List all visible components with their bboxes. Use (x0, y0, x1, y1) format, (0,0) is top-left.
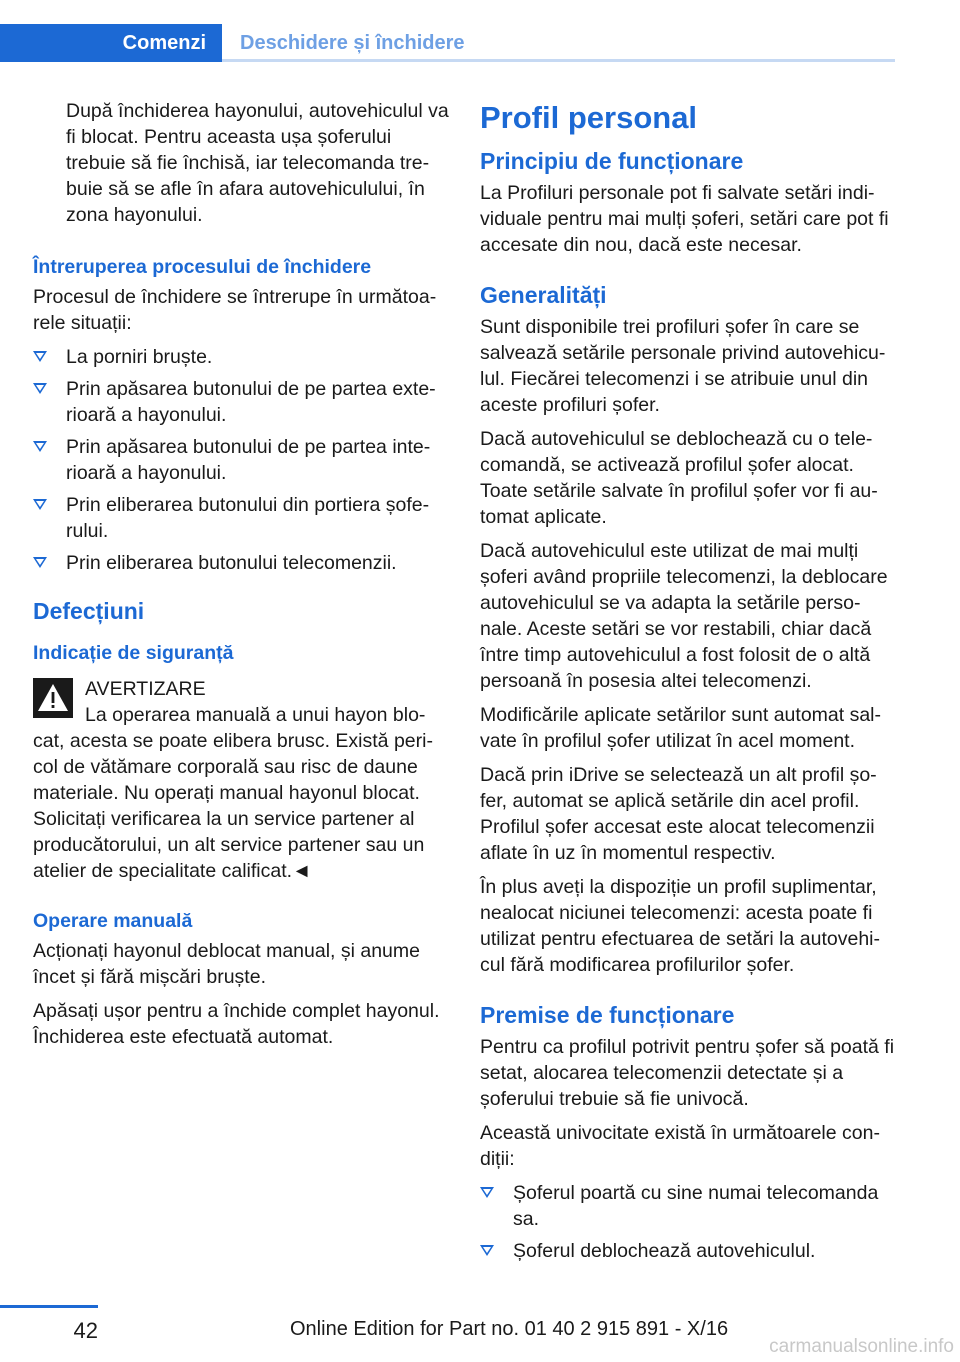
general-heading: Generalități (480, 282, 607, 308)
header-tab-bar (0, 24, 895, 62)
intro-paragraph: După închiderea hayonului, autovehiculul va fi blocat. Pentru aceasta ușa șoferului trebuie să fie închisă, iar telecomanda tre-buie să se afle în afara autovehiculului, în zona hayonului. (66, 100, 449, 226)
triangle-bullet-icon (33, 351, 47, 362)
prereq-heading: Premise de funcționare (480, 1002, 735, 1028)
tab-comenzi[interactable]: Comenzi (0, 24, 222, 62)
list-item: Șoferul deblochează autovehiculul. (480, 1238, 896, 1264)
list-item: Șoferul poartă cu sine numai telecomanda sa. (480, 1180, 896, 1232)
left-column (33, 98, 451, 1058)
edition-text: Online Edition for Part no. 01 40 2 915 891 - X/16 (290, 1318, 729, 1340)
interrupt-list (33, 344, 451, 576)
triangle-bullet-icon (33, 499, 47, 510)
warning-block (33, 676, 451, 884)
faults-heading: Defecțiuni (33, 598, 145, 624)
general-paragraph: Dacă autovehiculul se deblochează cu o tele-comandă, se activează profilul șofer alocat. Toate setările salvate în profilul șofer vor fi au-tomat aplicate. (480, 428, 878, 528)
list-item: Prin eliberarea butonului telecomenzii. (33, 550, 451, 576)
page-number: 42 (73, 1318, 98, 1343)
safety-heading: Indicație de siguranță (33, 642, 234, 664)
triangle-bullet-icon (480, 1187, 494, 1198)
warning-text: cat, acesta se poate elibera brusc. Există peri-col de vătămare corporală sau risc de daune materiale. Nu operați manual hayonul blocat. Solicitați verificarea la un service partener al producătorului, un alt service partener sau un atelier de specialitate calificat.◄ (33, 730, 433, 882)
list-item: Prin eliberarea butonului din portiera șofe-rului. (33, 492, 451, 544)
warning-triangle-icon (33, 678, 73, 718)
general-paragraph: Dacă autovehiculul este utilizat de mai mulți șoferi având propriile telecomenzi, la deblocare autovehiculul se va adapta la setările perso-nale. Aceste setări se vor restabili, chiar dacă între timp autovehiculul a fost folosit de o altă persoană în posesia altei telecomenzi. (480, 540, 888, 692)
interrupt-text: Procesul de închidere se întrerupe în următoa-rele situații: (33, 286, 437, 334)
triangle-bullet-icon (33, 557, 47, 568)
general-paragraph: Sunt disponibile trei profiluri șofer în care se salvează setările personale privind autovehicu-lul. Fiecărei telecomenzi i se atribuie unul din aceste profiluri șofer. (480, 316, 886, 416)
triangle-bullet-icon (480, 1245, 494, 1256)
page-title: Profil personal (480, 100, 698, 135)
prereq-paragraph: Pentru ca profilul potrivit pentru șofer să poată fi setat, alocarea telecomenzii detectate și a șoferului trebuie să fie univocă. (480, 1036, 895, 1110)
general-paragraph: Modificările aplicate setărilor sunt automat sal-vate în profilul șofer utilizat în acel moment. (480, 704, 882, 752)
prereq-paragraph: Această univocitate există în următoarele con-diții: (480, 1122, 880, 1170)
warning-first-line: La operarea manuală a unui hayon blo- (85, 704, 426, 726)
general-paragraph: În plus aveți la dispoziție un profil suplimentar, nealocat niciunei telecomenzi: acesta poate fi utilizat pentru efectuarea de setări la autovehi-cul fără modificarea profilurilor șofer. (480, 876, 880, 976)
right-column (480, 98, 896, 1270)
principle-heading: Principiu de funcționare (480, 148, 744, 174)
manual-paragraph-2: Apăsați ușor pentru a închide complet hayonul. Închiderea este efectuată automat. (33, 1000, 440, 1048)
triangle-bullet-icon (33, 441, 47, 452)
tab-section[interactable]: Deschidere și închidere (240, 32, 465, 54)
triangle-bullet-icon (33, 383, 47, 394)
interrupt-heading: Întreruperea procesului de închidere (33, 256, 372, 278)
watermark: carmanualsonline.info (769, 1336, 954, 1357)
general-paragraph: Dacă prin iDrive se selectează un alt profil șo-fer, automat se aplică setările din acel profil. Profilul șofer accesat este alocat telecomenzii aflate în uz în momentul respectiv. (480, 764, 877, 864)
prereq-list (480, 1180, 896, 1264)
warning-label: AVERTIZARE (85, 678, 206, 700)
header-rule (222, 59, 895, 62)
list-item: Prin apăsarea butonului de pe partea exte-rioară a hayonului. (33, 376, 451, 428)
list-item: La porniri bruște. (33, 344, 451, 370)
list-item: Prin apăsarea butonului de pe partea inte-rioară a hayonului. (33, 434, 451, 486)
manual-paragraph-1: Acționați hayonul deblocat manual, și anume încet și fără mișcări bruște. (33, 940, 420, 988)
principle-text: La Profiluri personale pot fi salvate setări indi-viduale pentru mai mulți șoferi, setări care pot fi accesate din nou, dacă este necesar. (480, 182, 889, 256)
manual-heading: Operare manuală (33, 910, 193, 932)
footer-rule (0, 1305, 98, 1308)
